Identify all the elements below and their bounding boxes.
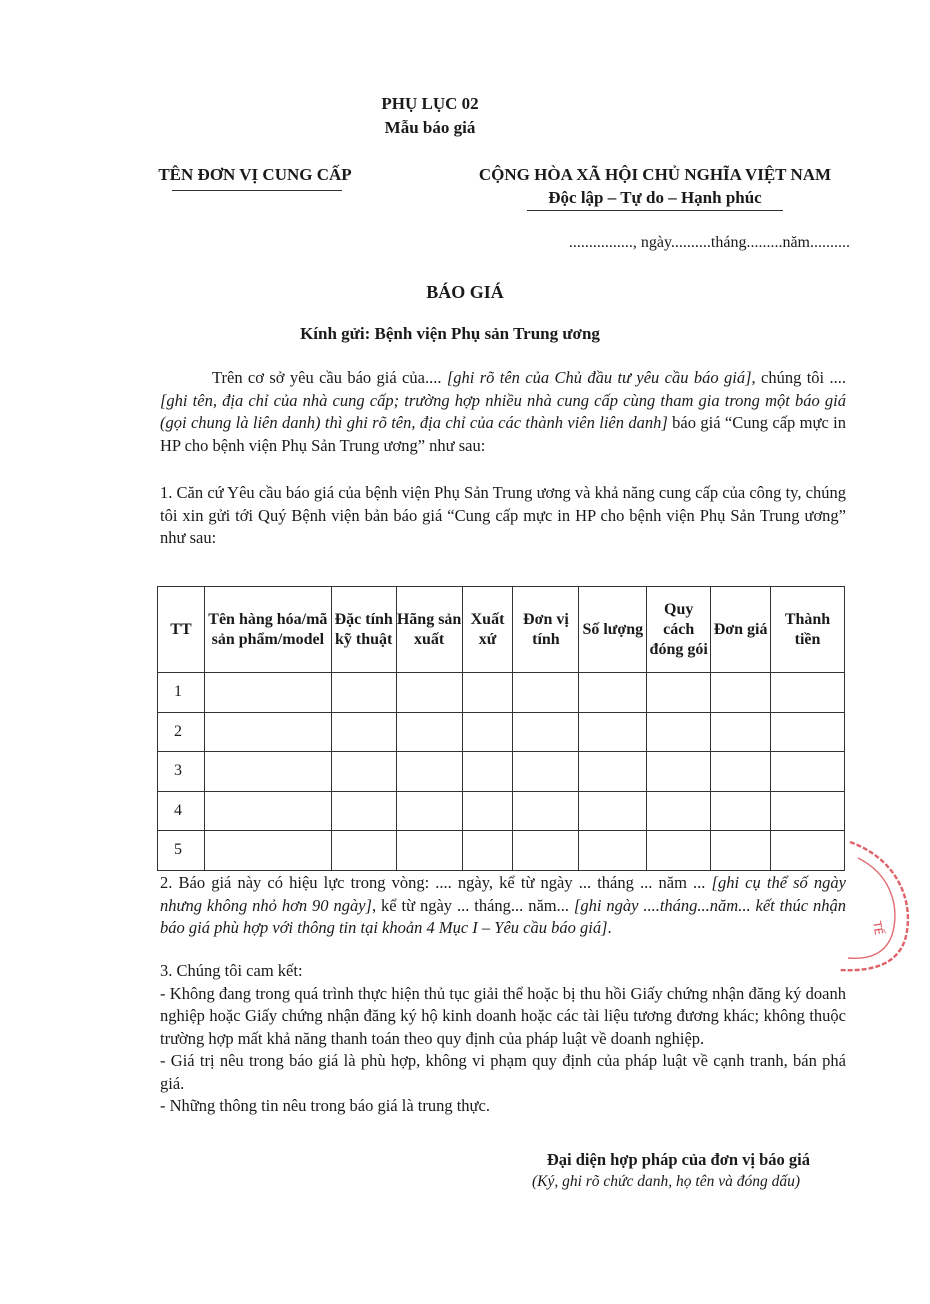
intro-text-2: , chúng tôi .... — [751, 368, 846, 387]
signature-title: Đại diện hợp pháp của đơn vị báo giá — [546, 1150, 810, 1169]
validity-text-3: . — [607, 918, 612, 937]
table-cell — [462, 831, 513, 871]
table-cell — [513, 791, 579, 831]
stamp-outer-ring — [840, 842, 908, 970]
validity-text-2: , kể từ ngày ... tháng... năm... — [371, 895, 574, 915]
table-cell — [647, 712, 711, 752]
recipient-line: Kính gửi: Bệnh viện Phụ sản Trung ương — [300, 324, 600, 343]
table-header-row — [158, 587, 845, 673]
table-cell — [647, 673, 711, 713]
intro-paragraph — [160, 367, 846, 457]
table-cell — [771, 673, 845, 713]
date-line: ................, ngày..........tháng.........năm.......... — [568, 234, 850, 251]
row-number: 1 — [158, 673, 205, 713]
table-row — [158, 791, 845, 831]
partial-stamp-seal — [820, 830, 930, 980]
validity-text-1: 2. Báo giá này có hiệu lực trong vòng: .... ngày, kể từ ngày ... tháng ... năm ... — [160, 873, 712, 892]
stamp-lettering: TẾ — [870, 920, 886, 936]
col-header-tt: TT — [158, 587, 205, 673]
annex-subtitle: Mẫu báo giá — [384, 118, 476, 137]
col-header-quantity: Số lượng — [579, 587, 647, 673]
table-cell — [331, 752, 396, 792]
section-3-commitments — [160, 960, 846, 1118]
table-cell — [771, 791, 845, 831]
table-cell — [711, 752, 771, 792]
supplier-name: TÊN ĐƠN VỊ CUNG CẤP — [158, 165, 352, 184]
table-cell — [579, 673, 647, 713]
intro-placeholder-supplier: [ghi tên, địa chỉ của nhà cung cấp; trường hợp nhiều nhà cung cấp cùng tham gia trong một báo giá (gọi chung là liên danh) thì ghi rõ tên, địa chỉ của các thành viên liên danh] — [160, 390, 846, 432]
section-2-paragraph — [160, 872, 846, 940]
annex-title: PHỤ LỤC 02 — [381, 94, 479, 113]
table-cell — [711, 712, 771, 752]
table-cell — [204, 712, 331, 752]
table-cell — [513, 712, 579, 752]
row-number: 3 — [158, 752, 205, 792]
table-cell — [647, 791, 711, 831]
document-heading: BÁO GIÁ — [426, 282, 504, 302]
commitment-item: - Những thông tin nêu trong báo giá là trung thực. — [160, 1096, 490, 1115]
stamp-inner-ring — [848, 858, 895, 958]
table-cell — [579, 831, 647, 871]
table-cell — [396, 831, 462, 871]
table-cell — [331, 712, 396, 752]
table-cell — [462, 673, 513, 713]
table-cell — [396, 791, 462, 831]
intro-placeholder-investor: [ghi rõ tên của Chủ đầu tư yêu cầu báo giá] — [446, 368, 752, 387]
table-cell — [579, 791, 647, 831]
table-cell — [513, 752, 579, 792]
intro-text-3: báo giá “Cung cấp mực in HP cho bệnh viện Phụ Sản Trung ương” như sau: — [160, 413, 846, 455]
table-row — [158, 712, 845, 752]
table-cell — [711, 673, 771, 713]
row-number: 4 — [158, 791, 205, 831]
col-header-manufacturer: Hãng sản xuất — [396, 587, 462, 673]
table-cell — [396, 752, 462, 792]
table-cell — [462, 752, 513, 792]
row-number: 5 — [158, 831, 205, 871]
national-title: CỘNG HÒA XÃ HỘI CHỦ NGHĨA VIỆT NAM — [478, 165, 832, 184]
intro-text-1: Trên cơ sở yêu cầu báo giá của.... — [212, 368, 447, 387]
table-cell — [204, 752, 331, 792]
supplier-underline — [172, 190, 342, 191]
table-cell — [579, 712, 647, 752]
commitment-item: - Không đang trong quá trình thực hiện thủ tục giải thể hoặc bị thu hồi Giấy chứng nhận đăng ký doanh nghiệp hoặc Giấy chứng nhận đăng ký hộ kinh doanh hoặc các tài liệu tương đương khác; không thuộc trường hợp mất khả năng thanh toán theo quy định của pháp luật về doanh nghiệp. — [160, 983, 846, 1048]
national-motto: Độc lập – Tự do – Hạnh phúc — [548, 188, 762, 207]
table-cell — [204, 673, 331, 713]
table-row — [158, 752, 845, 792]
section-1-paragraph: 1. Căn cứ Yêu cầu báo giá của bệnh viện Phụ Sản Trung ương và khả năng cung cấp của công ty, chúng tôi xin gửi tới Quý Bệnh viện bản báo giá “Cung cấp mực in HP cho bệnh viện Phụ Sản Trung ương” như sau: — [160, 483, 846, 547]
commitment-item: - Giá trị nêu trong báo giá là phù hợp, không vi phạm quy định của pháp luật về cạnh tranh, bán phá giá. — [160, 1051, 846, 1093]
table-cell — [711, 791, 771, 831]
table-cell — [462, 791, 513, 831]
table-row — [158, 831, 845, 871]
table-cell — [331, 831, 396, 871]
table-cell — [396, 673, 462, 713]
table-row — [158, 673, 845, 713]
commitments-title: 3. Chúng tôi cam kết: — [160, 961, 303, 980]
quote-table — [157, 586, 845, 871]
validity-placeholder-date: [ghi ngày ....tháng...năm... kết thúc nhận báo giá phù hợp với thông tin tại khoản 4 Mục I – Yêu cầu báo giá] — [160, 895, 846, 937]
table-cell — [204, 831, 331, 871]
col-header-unit: Đơn vị tính — [513, 587, 579, 673]
table-cell — [647, 831, 711, 871]
table-cell — [204, 791, 331, 831]
motto-underline — [527, 210, 783, 211]
table-cell — [647, 752, 711, 792]
col-header-origin: Xuất xứ — [462, 587, 513, 673]
table-cell — [579, 752, 647, 792]
col-header-unit-price: Đơn giá — [711, 587, 771, 673]
table-cell — [462, 712, 513, 752]
table-cell — [331, 791, 396, 831]
table-cell — [513, 673, 579, 713]
table-cell — [771, 752, 845, 792]
col-header-total: Thành tiền — [771, 587, 845, 673]
table-cell — [513, 831, 579, 871]
col-header-product-name: Tên hàng hóa/mã sản phẩm/model — [204, 587, 331, 673]
table-cell — [396, 712, 462, 752]
table-cell — [771, 712, 845, 752]
validity-placeholder-days: [ghi cụ thể số ngày nhưng không nhỏ hơn 90 ngày] — [160, 873, 847, 915]
col-header-packaging: Quy cách đóng gói — [647, 587, 711, 673]
table-cell — [711, 831, 771, 871]
signature-note: (Ký, ghi rõ chức danh, họ tên và đóng dấu) — [531, 1173, 800, 1190]
table-cell — [331, 673, 396, 713]
row-number: 2 — [158, 712, 205, 752]
col-header-specification: Đặc tính kỹ thuật — [331, 587, 396, 673]
